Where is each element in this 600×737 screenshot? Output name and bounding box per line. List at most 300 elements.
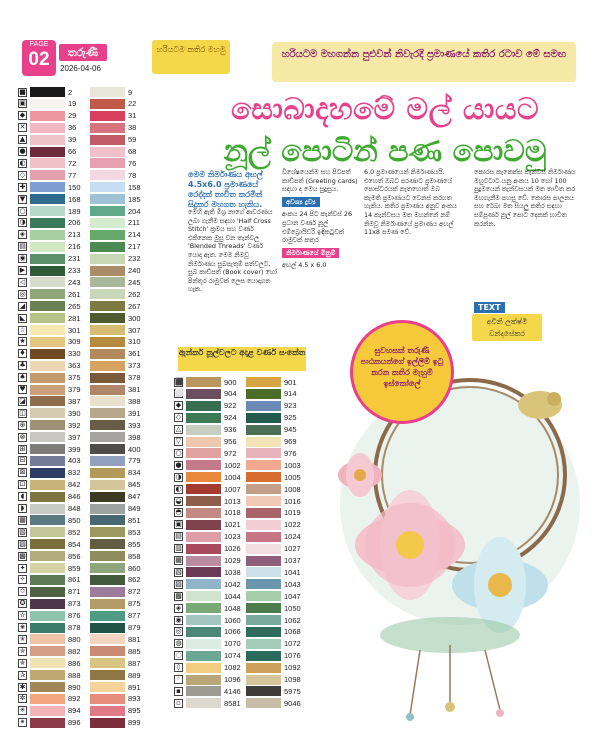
anchor-number: 861 [68, 575, 81, 585]
color-key-row [18, 265, 150, 277]
anchor-number: 834 [128, 468, 141, 478]
anchor-number: 1013 [224, 496, 241, 506]
thread-swatch [246, 448, 281, 458]
stitch-symbol-icon: ▼ [19, 194, 26, 203]
thread-swatch [186, 448, 221, 458]
color-key-row [18, 372, 150, 384]
stitch-symbol-icon: ◒ [175, 496, 182, 505]
thread-swatch [186, 591, 221, 601]
thread-swatch [30, 682, 65, 692]
color-key-row [18, 384, 150, 396]
thread-swatch [90, 432, 125, 442]
anchor-number: 379 [68, 385, 81, 394]
thread-swatch [186, 567, 221, 577]
color-key-row [174, 412, 306, 424]
stitch-symbol-icon: ○ [175, 448, 182, 457]
stitch-symbol-icon: ◁ [19, 277, 26, 286]
color-key-row [174, 531, 306, 543]
thread-swatch [90, 527, 125, 537]
column-4-body: කොරස කැනෙක්ස කැන්වස් නිර්මාණය මහුවටාට යනු අංකය 10 හෝ 100 පුදුමයෙන් කැන්වසයක් මත තාවිත කර මහගැනීම පහසු වේ. කොරස පාලනය සහ රේඛා මත සියලු කතිර සඳහා සම්පූර්ණ නූල් පොට දෙකක් භාවිත කරන්න. [474, 168, 576, 228]
thread-swatch [30, 147, 65, 157]
anchor-number: 78 [128, 170, 137, 180]
anchor-number: 1044 [224, 591, 241, 601]
anchor-number: 243 [68, 277, 81, 287]
anchor-number: 892 [68, 694, 81, 704]
section-tag: හරියටම කතිර මහමු [152, 40, 230, 74]
thread-swatch [30, 599, 65, 609]
color-key-row [18, 86, 150, 98]
materials-list: අංකය 24 පිට කැන්වස් 26 ප්‍රධාන වර්ණ නූල් එම්බ්‍රොයිඩරි ඉඳිකටුවක් රාමුවක් කතුර [282, 210, 353, 245]
stitch-symbol-icon: ▩ [175, 591, 182, 600]
anchor-number: 880 [68, 634, 81, 644]
thread-swatch [30, 480, 65, 490]
thread-swatch [30, 254, 65, 264]
anchor-number: 1041 [284, 567, 301, 577]
stitch-symbol-icon: ♣ [19, 361, 26, 370]
anchor-number: 1096 [224, 675, 241, 684]
stitch-symbol-icon: ▽ [175, 437, 182, 445]
anchor-number: 845 [128, 480, 141, 490]
thread-swatch [186, 603, 221, 613]
anchor-number: 1016 [284, 496, 301, 506]
anchor-number: 876 [68, 611, 81, 621]
thread-swatch [30, 337, 65, 347]
anchor-number: 307 [128, 325, 141, 335]
color-key-row [18, 479, 150, 491]
thread-swatch [246, 484, 281, 494]
color-key-row [18, 288, 150, 300]
anchor-number: 38 [128, 123, 137, 133]
thread-swatch [90, 254, 125, 264]
anchor-number: 1047 [284, 591, 301, 601]
thread-swatch [246, 639, 281, 649]
color-key-row [174, 602, 306, 614]
thread-swatch [186, 437, 221, 447]
thread-swatch [246, 472, 281, 482]
anchor-number: 879 [128, 623, 141, 632]
thread-swatch [186, 686, 221, 696]
thread-swatch [90, 313, 125, 323]
thread-swatch [90, 396, 125, 406]
thread-swatch [246, 437, 281, 447]
thread-swatch [90, 242, 125, 252]
stitch-symbol-icon: ◐ [175, 484, 182, 493]
anchor-number: 216 [68, 242, 81, 252]
anchor-number: 1008 [284, 484, 301, 494]
size-label: නිර්මාණයේ මිනුම් [282, 248, 339, 259]
thread-swatch [30, 587, 65, 597]
anchor-number: 77 [68, 170, 77, 180]
anchor-number: 204 [128, 206, 141, 216]
anchor-number: 853 [128, 527, 141, 537]
anchor-number: 392 [68, 420, 81, 430]
thread-swatch [90, 623, 125, 633]
thread-swatch [30, 99, 65, 109]
stitch-symbol-icon: ● [175, 460, 182, 469]
thread-swatch [90, 575, 125, 585]
thread-swatch [30, 325, 65, 335]
anchor-number: 832 [68, 468, 81, 478]
color-key-row [174, 590, 306, 602]
thread-swatch [246, 520, 281, 530]
color-key-row [174, 507, 306, 519]
stitch-symbol-icon: ◢ [19, 301, 26, 310]
color-key-row [18, 622, 150, 634]
anchor-number: 309 [68, 337, 81, 347]
stitch-symbol-icon: ○ [19, 206, 26, 215]
stitch-symbol-icon: ⊕ [19, 420, 26, 429]
thread-swatch [186, 520, 221, 530]
color-key-row [18, 491, 150, 503]
anchor-number: 925 [284, 413, 297, 423]
stitch-symbol-icon: ▥ [175, 544, 182, 553]
color-key-row [174, 495, 306, 507]
anchor-number: 900 [224, 377, 237, 387]
anchor-number: 211 [128, 218, 140, 228]
thread-swatch [90, 504, 125, 514]
anchor-number: 889 [128, 670, 141, 680]
thread-swatch [90, 634, 125, 644]
anchor-number: 206 [68, 218, 81, 228]
color-key-row [18, 538, 150, 550]
anchor-number: 872 [128, 587, 141, 597]
stitch-symbol-icon: ■ [19, 87, 26, 96]
anchor-number: 842 [68, 480, 81, 490]
stitch-symbol-icon: ⊞ [19, 444, 26, 453]
color-key-row [18, 300, 150, 312]
thread-swatch [90, 206, 125, 216]
anchor-number: 881 [128, 634, 141, 644]
color-key-row [174, 519, 306, 531]
thread-swatch [30, 575, 65, 585]
thread-swatch [30, 373, 65, 383]
size-value: අඟල් 4.5 x 6.0 [282, 261, 327, 270]
thread-swatch [246, 496, 281, 506]
anchor-number: 850 [68, 515, 81, 525]
anchor-number: 904 [224, 389, 237, 399]
stitch-symbol-icon: ▨ [175, 579, 182, 588]
anchor-number: 9046 [284, 698, 301, 708]
intro-text: මෙම නිර්මාණය අඟල් 4.5x6.0 ප්‍රමාණයේ රෙද්දක් තාවිත කරමින් සිදුකර මහගත හැකිය. [188, 170, 263, 209]
stitch-symbol-icon: ◎ [175, 627, 182, 636]
stitch-symbol-icon: ✰ [19, 670, 26, 679]
anchor-number: 76 [128, 158, 137, 168]
anchor-number: 873 [68, 599, 81, 609]
anchor-number: 1092 [284, 663, 301, 673]
anchor-number: 862 [128, 575, 141, 585]
color-key-row [18, 419, 150, 431]
anchor-number: 856 [68, 551, 81, 561]
stitch-symbol-icon: ▤ [175, 532, 182, 541]
thread-swatch [30, 718, 65, 728]
anchor-number: 400 [128, 444, 141, 454]
anchor-number: 262 [128, 289, 141, 299]
column-3-body: 6.0 ප්‍රමාණයෙන් නිර්මාණයයි. එහෙත් ඔබට පරණාට ප්‍රමාණයේ පොස්ටරයක් නැතහොත් ඔබ කැමති ප්‍රමාණයට වෙනස් කරගත හැකිය. කතිර ප්‍රමාණය අනුව අංකය 14 කැන්වසය මත මහන්නේ නම් නිමවූ නිර්මාණයේ ප්‍රමාණය අඟල් 11x8 පමණ වේ. [364, 168, 457, 237]
thread-swatch [90, 551, 125, 561]
thread-swatch [90, 456, 125, 466]
anchor-number: 901 [284, 377, 297, 387]
anchor-number: 1082 [224, 663, 241, 673]
column-1-body: මෙහි ඇති මිශ්‍ර නාගේ ආවරණය ලබා ගැනීම සඳහා 'Half Cross Stitch' ක්‍රමය සහ වර්ණ එකිනෙක මුසු වන තැන්වල 'Blended Threads' වර්ණ යොදා ඇත. මෙම නිමවූ නිර්මාණය සුබපැතුම් පත්වලට, සුබ කාඩ්පත් (Book cover) හෝ පින්තූර රාමුවක් ලෙස යොදාගත හැක. [188, 208, 277, 294]
thread-swatch [186, 389, 221, 399]
stitch-symbol-icon: ◈ [19, 230, 26, 239]
thread-swatch [90, 706, 125, 716]
anchor-number: 391 [128, 408, 141, 418]
brand-logo: තරුණී [59, 44, 107, 61]
color-key-row [18, 336, 150, 348]
color-key-row [174, 459, 306, 471]
thread-swatch [90, 349, 125, 359]
stitch-symbol-icon: ◐ [19, 158, 26, 167]
color-key-row [18, 526, 150, 538]
anchor-number: 887 [128, 658, 141, 668]
thread-swatch [90, 135, 125, 145]
anchor-number: 245 [128, 277, 141, 287]
anchor-number: 1066 [224, 627, 241, 637]
color-key-row [18, 348, 150, 360]
anchor-number: 375 [68, 373, 81, 383]
anchor-number: 265 [68, 301, 81, 311]
stitch-symbol-icon: ◦ [174, 675, 183, 684]
stitch-symbol-icon: ◣ [19, 313, 26, 322]
thread-swatch [90, 682, 125, 692]
color-key-row [18, 110, 150, 122]
thread-swatch [30, 444, 65, 454]
thread-swatch [30, 194, 65, 204]
anchor-number: 1021 [224, 520, 241, 530]
thread-swatch [246, 544, 281, 554]
anchor-number: 22 [128, 99, 137, 109]
stitch-symbol-icon: ✴ [19, 718, 26, 727]
publication-date: 2026-04-06 [60, 64, 101, 73]
color-key-row [18, 217, 150, 229]
color-key-row [18, 169, 150, 181]
thread-swatch [30, 492, 65, 502]
anchor-number: 150 [68, 182, 81, 192]
anchor-number: 871 [68, 587, 81, 597]
stitch-symbol-icon: ★ [19, 337, 26, 346]
thread-swatch [90, 587, 125, 597]
thread-swatch [30, 182, 65, 192]
color-key-row [18, 455, 150, 467]
thread-swatch [90, 325, 125, 335]
thread-swatch [30, 230, 65, 240]
color-key-row [18, 395, 150, 407]
author-name: අචිනි ලක්ෂ්මි වන්දසේකර [472, 314, 542, 341]
thread-swatch [186, 532, 221, 542]
thread-swatch [30, 111, 65, 121]
thread-swatch [186, 413, 221, 423]
anchor-number: 899 [128, 718, 141, 728]
thread-swatch [186, 579, 221, 589]
color-key-row [18, 681, 150, 693]
color-key-row [18, 705, 150, 717]
anchor-number: 1029 [224, 556, 241, 565]
color-key-row [174, 555, 306, 567]
thread-swatch [30, 135, 65, 145]
thread-swatch [90, 492, 125, 502]
anchor-number: 924 [224, 413, 237, 423]
stitch-symbol-icon: ◇ [175, 413, 182, 422]
color-key-row [18, 98, 150, 110]
thread-swatch [246, 389, 281, 399]
text-column-4 [474, 168, 578, 298]
anchor-number: 894 [68, 706, 81, 716]
thread-swatch [186, 460, 221, 470]
stitch-symbol-icon: ✮ [19, 646, 26, 655]
stitch-symbol-icon: ◊ [174, 663, 183, 672]
color-key-row [18, 598, 150, 610]
anchor-number: 378 [128, 373, 141, 383]
color-key-row [18, 122, 150, 134]
thread-swatch [30, 385, 65, 395]
thread-swatch [30, 87, 65, 97]
anchor-number: 1068 [284, 627, 301, 637]
stitch-symbol-icon: ▧ [175, 567, 182, 576]
color-key-row [174, 650, 306, 662]
thread-swatch [90, 480, 125, 490]
stitch-symbol-icon: ◑ [19, 218, 26, 227]
stitch-symbol-icon: ✩ [19, 587, 26, 596]
page-number: 02 [28, 49, 50, 70]
color-key-row [18, 431, 150, 443]
anchor-number: 1076 [284, 651, 301, 661]
stitch-symbol-icon: ✲ [19, 694, 26, 703]
anchor-number: 19 [68, 99, 77, 109]
anchor-number: 4146 [224, 686, 241, 696]
anchor-number: 886 [68, 658, 81, 668]
color-key-row [18, 157, 150, 169]
color-key-row [18, 645, 150, 657]
stitch-symbol-icon: ⊡ [19, 480, 26, 489]
stitch-symbol-icon: ⊗ [19, 432, 26, 441]
thread-swatch [186, 425, 221, 435]
thread-swatch [90, 99, 125, 109]
stitch-symbol-icon: ▶ [19, 266, 26, 274]
color-key-row [18, 146, 150, 158]
thread-swatch [90, 147, 125, 157]
thread-swatch [186, 544, 221, 554]
anchor-number: 1023 [224, 532, 241, 542]
stitch-symbol-icon: ◆ [19, 111, 26, 120]
thread-swatch [30, 468, 65, 478]
thread-swatch [246, 698, 281, 708]
color-key-row [18, 193, 150, 205]
thread-swatch [186, 472, 221, 482]
thread-swatch [186, 639, 221, 649]
stitch-symbol-icon: ◑ [175, 472, 182, 481]
stitch-symbol-icon: ▧ [19, 527, 26, 536]
anchor-number: 956 [224, 437, 237, 446]
stitch-symbol-icon: ◍ [175, 639, 182, 648]
anchor-number: 888 [68, 670, 81, 680]
anchor-number: 217 [128, 242, 141, 252]
color-key-row [18, 693, 150, 705]
anchor-number: 1062 [284, 615, 301, 625]
anchor-number: 1026 [224, 544, 241, 554]
thread-swatch [30, 277, 65, 287]
stitch-symbol-icon: ✦ [19, 563, 26, 572]
color-key-row [174, 471, 306, 483]
stitch-symbol-icon: ✬ [19, 623, 26, 631]
thread-swatch [246, 651, 281, 661]
color-key-row [18, 574, 150, 586]
stitch-symbol-icon: ◗ [18, 504, 27, 513]
thread-swatch [246, 579, 281, 589]
anchor-number: 1005 [284, 472, 301, 482]
anchor-number: 388 [128, 396, 141, 406]
stitch-symbol-icon: ▫ [174, 699, 183, 708]
thread-swatch [30, 206, 65, 216]
thread-swatch [30, 349, 65, 359]
thread-swatch [30, 670, 65, 680]
anchor-number: 851 [128, 515, 141, 525]
anchor-number: 267 [128, 301, 141, 311]
anchor-number: 213 [68, 230, 81, 240]
thread-swatch [90, 670, 125, 680]
color-key-row [174, 578, 306, 590]
stitch-symbol-icon: ◉ [19, 254, 26, 263]
thread-swatch [246, 377, 281, 387]
stitch-symbol-icon: ● [19, 147, 26, 155]
anchor-number: 381 [128, 385, 141, 394]
thread-swatch [30, 658, 65, 668]
thread-swatch [186, 508, 221, 518]
anchor-number: 2 [68, 87, 73, 97]
stitch-symbol-icon: ⊟ [19, 456, 26, 465]
thread-swatch [90, 420, 125, 430]
anchor-number: 214 [128, 230, 141, 240]
thread-swatch [30, 432, 65, 442]
anchor-number: 397 [68, 432, 81, 442]
color-key-row [174, 662, 306, 674]
anchor-number: 66 [68, 147, 77, 156]
thread-swatch [30, 289, 65, 299]
anchor-number: 849 [128, 504, 141, 513]
text-column-3 [364, 168, 458, 318]
thread-swatch [246, 567, 281, 577]
thread-swatch [90, 408, 125, 418]
thread-swatch [30, 563, 65, 573]
stitch-symbol-icon: ◪ [19, 396, 26, 405]
thread-swatch [186, 496, 221, 506]
stitch-symbol-icon: ▦ [175, 556, 182, 564]
anchor-number: 1038 [224, 567, 241, 577]
thread-swatch [30, 527, 65, 537]
color-key-row [18, 324, 150, 336]
thread-swatch [30, 420, 65, 430]
anchor-number: 189 [68, 206, 81, 216]
anchor-number: 1019 [284, 508, 301, 518]
stitch-symbol-icon: ✕ [19, 123, 26, 132]
thread-swatch [186, 698, 221, 708]
color-key-row [18, 253, 150, 265]
thread-swatch [246, 425, 281, 435]
anchor-number: 168 [68, 194, 81, 204]
color-key-row [174, 376, 306, 388]
color-key-row [174, 436, 306, 448]
anchor-number: 261 [68, 289, 81, 299]
anchor-number: 1072 [284, 639, 301, 649]
thread-swatch [30, 301, 65, 311]
thread-swatch [30, 123, 65, 133]
stitch-symbol-icon: ♠ [19, 373, 26, 382]
anchor-number: 882 [68, 646, 81, 656]
stitch-symbol-icon: ✪ [19, 599, 26, 608]
thread-swatch [30, 694, 65, 704]
thread-swatch [90, 266, 125, 276]
thread-swatch [246, 675, 281, 685]
